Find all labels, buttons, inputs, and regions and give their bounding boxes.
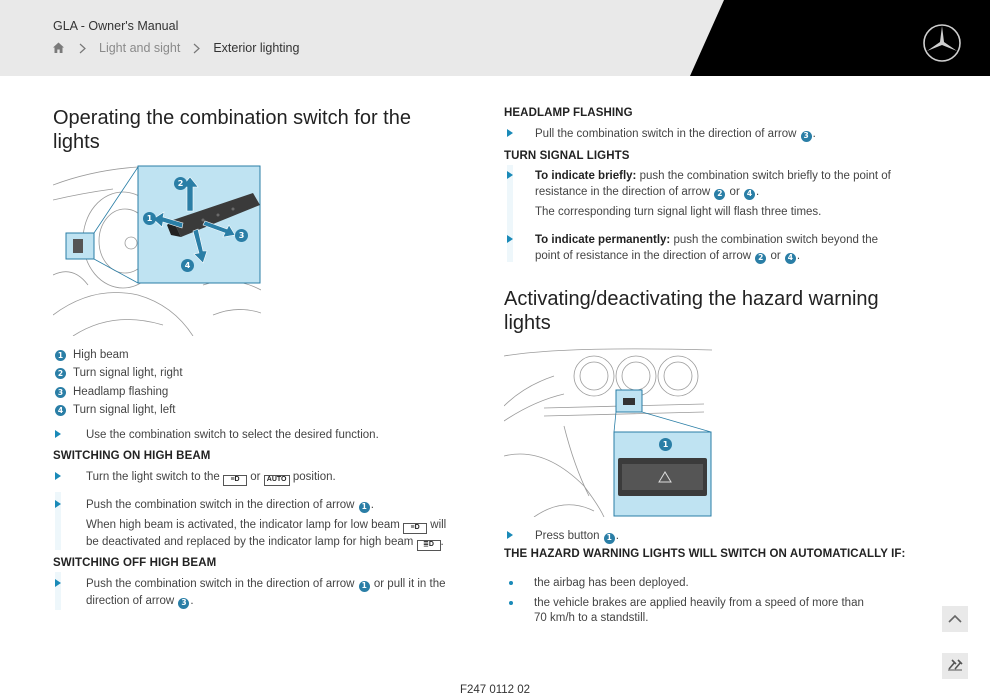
headlamp-flashing-heading: HEADLAMP FLASHING	[504, 107, 633, 119]
mercedes-star-icon	[922, 23, 962, 63]
tools-button[interactable]	[942, 653, 968, 679]
instruction-step: Pull the combination switch in the direction of arrow 3 .	[507, 126, 927, 142]
switching-off-heading: SWITCHING OFF HIGH BEAM	[53, 557, 217, 569]
chevron-up-icon	[948, 610, 962, 628]
instruction-step: To indicate permanently: push the combination switch beyond the point of resistance in the direction of arrow 2 or 4 .	[507, 232, 927, 266]
hazard-auto-heading: THE HAZARD WARNING LIGHTS WILL SWITCH ON AUTOMATICALLY IF:	[504, 548, 906, 560]
hazard-button-figure	[504, 346, 712, 517]
step-arrow-icon	[55, 579, 61, 587]
instruction-step: Push the combination switch in the direction of arrow 1 or pull it in the direction of arrow 3 .	[55, 576, 475, 610]
instruction-step: Press button 1 .	[507, 528, 927, 544]
bullet-icon	[509, 601, 513, 605]
bullet-icon	[509, 581, 513, 585]
instruction-step: Push the combination switch in the direction of arrow 1 . When high beam is activated, the indicator lamp for low beam ≡D will be deactivated and replaced by the indicator lamp for high beam ≣D .	[55, 497, 475, 551]
figure-code: F247 0112 02	[459, 684, 531, 696]
tools-icon	[947, 657, 963, 676]
step-arrow-icon	[55, 430, 61, 438]
step-arrow-icon	[55, 472, 61, 480]
figure-label-3: 3	[235, 229, 248, 242]
figure-label-4: 4	[181, 259, 194, 272]
list-item: the vehicle brakes are applied heavily from a speed of more than 70 km/h to a standstill.	[504, 595, 924, 629]
instruction-step: Use the combination switch to select the desired function.	[55, 427, 475, 443]
instruction-step: Turn the light switch to the ≡D or AUTO position.	[55, 469, 475, 485]
auto-light-icon: AUTO	[264, 475, 290, 486]
legend-item: 1 High beam	[54, 349, 129, 361]
hazard-section-title: Activating/deactivating the hazard warning lights	[504, 288, 879, 334]
figure-label-1: 1	[143, 212, 156, 225]
home-icon[interactable]	[52, 41, 66, 55]
combination-switch-figure	[53, 165, 261, 336]
figure-label-1: 1	[659, 438, 672, 451]
low-beam-icon: ≡D	[403, 523, 427, 534]
breadcrumb-exterior-lighting[interactable]: Exterior lighting	[213, 41, 300, 55]
step-arrow-icon	[507, 235, 513, 243]
chevron-right-icon	[79, 43, 86, 54]
step-arrow-icon	[507, 129, 513, 137]
step-arrow-icon	[507, 171, 513, 179]
legend-item: 3 Headlamp flashing	[54, 386, 168, 398]
step-arrow-icon	[507, 531, 513, 539]
step-arrow-icon	[55, 500, 61, 508]
instruction-step: To indicate briefly: push the combination switch briefly to the point of resistance in the direction of arrow 2 or 4 . The corresponding turn signal light will flash three times.	[507, 168, 927, 228]
turn-signal-heading: TURN SIGNAL LIGHTS	[504, 150, 630, 162]
breadcrumb	[52, 41, 299, 55]
figure-label-2: 2	[174, 177, 187, 190]
list-item: the airbag has been deployed.	[504, 575, 924, 591]
breadcrumb-light-and-sight[interactable]: Light and sight	[99, 41, 181, 55]
page-title: Operating the combination switch for the lights	[53, 107, 411, 153]
legend-item: 2 Turn signal light, right	[54, 367, 183, 379]
switching-on-heading: SWITCHING ON HIGH BEAM	[53, 450, 211, 462]
chevron-right-icon	[193, 43, 200, 54]
scroll-top-button[interactable]	[942, 606, 968, 632]
manual-title: GLA - Owner's Manual	[53, 19, 179, 33]
high-beam-icon: ≣D	[417, 540, 441, 551]
legend-item: 4 Turn signal light, left	[54, 404, 175, 416]
low-beam-icon: ≡D	[223, 475, 247, 486]
